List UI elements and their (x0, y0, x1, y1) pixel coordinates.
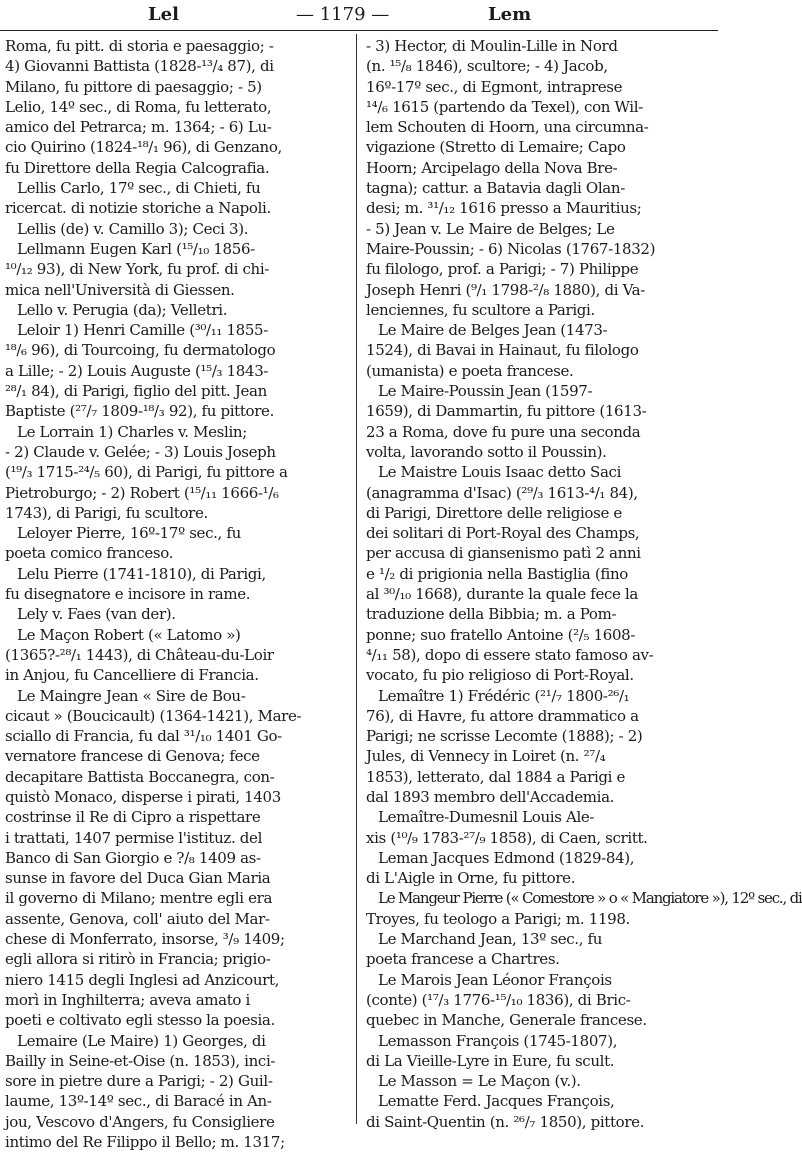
entry-text-line: e ¹/₂ di prigionia nella Bastiglia (fino (366, 564, 628, 583)
entry-text-line: 1524), di Bavai in Hainaut, fu filologo (366, 341, 639, 360)
entry-headword-line: Le Maistre Louis Isaac detto Saci (378, 463, 622, 482)
entry-headword-line: Lello v. Perugia (da); Velletri. (17, 300, 228, 319)
entry-text-line: poeta comico franceso. (5, 544, 174, 563)
entry-text-line: di L'Aigle in Orne, fu pittore. (366, 869, 576, 888)
entry-text-line: jou, Vescovo d'Angers, fu Consigliere (5, 1112, 275, 1131)
entry-text-line: ¹⁴/₆ 1615 (partendo da Texel), con Wil- (366, 97, 643, 116)
entry-text-line: decapitare Battista Boccanegra, con- (5, 767, 275, 786)
entry-text-line: quebec in Manche, Generale francese. (366, 1011, 647, 1030)
entry-text-line: per accusa di giansenismo patì 2 anni (366, 544, 641, 563)
entry-headword-line: Leloyer Pierre, 16º-17º sec., fu (17, 524, 241, 543)
entry-headword-line: Le Masson = Le Maçon (v.). (378, 1072, 581, 1091)
header-right-guide-word: Lem (488, 4, 532, 25)
entry-text-line: Maire-Poussin; - 6) Nicolas (1767-1832) (366, 239, 656, 258)
entry-text-line: desi; m. ³¹/₁₂ 1616 presso a Mauritius; (366, 199, 642, 218)
entry-text-line: (conte) (¹⁷/₃ 1776-¹⁵/₁₀ 1836), di Bric- (366, 990, 631, 1009)
entry-headword-line: Le Marchand Jean, 13º sec., fu (378, 930, 603, 949)
entry-text-line: ¹⁰/₁₂ 93), di New York, fu prof. di chi- (5, 260, 269, 279)
entry-text-line: (1365?-²⁸/₁ 1443), di Château-du-Loir (5, 645, 274, 664)
entry-text-line: laume, 13º-14º sec., di Baracé in An- (5, 1092, 272, 1111)
entry-text-line: vocato, fu pio religioso di Port-Royal. (366, 666, 634, 685)
entry-text-line: 1853), letterato, dal 1884 a Parigi e (366, 767, 626, 786)
entry-text-line: egli allora si ritirò in Francia; prigio- (5, 950, 271, 969)
entry-headword-line: Lemaître-Dumesnil Louis Ale- (378, 808, 595, 827)
entry-text-line: lenciennes, fu scultore a Parigi. (366, 300, 595, 319)
entry-text-line: Lelio, 14º sec., di Roma, fu letterato, (5, 97, 272, 116)
entry-text-line: costrinse il Re di Cipro a rispettare (5, 808, 261, 827)
entry-headword-line: Lellmann Eugen Karl (¹⁵/₁₀ 1856- (17, 239, 255, 258)
entry-headword-line: Lellis Carlo, 17º sec., di Chieti, fu (17, 179, 261, 198)
entry-text-line: fu filologo, prof. a Parigi; - 7) Philippe (366, 260, 639, 279)
entry-text-line: ²⁸/₁ 84), di Parigi, figlio del pitt. Jean (5, 382, 267, 401)
entry-text-line: (¹⁹/₃ 1715-²⁴/₅ 60), di Parigi, fu pittore a (5, 463, 288, 482)
entry-headword-line: Lemaître 1) Frédéric (²¹/₇ 1800-²⁶/₁ (378, 686, 630, 705)
entry-text-line: Banco di San Giorgio e ?/₈ 1409 as- (5, 848, 261, 867)
entry-text-line: chese di Monferrato, insorse, ³/₉ 1409; (5, 930, 285, 949)
entry-headword-line: Lematte Ferd. Jacques François, (378, 1092, 615, 1111)
entry-text-line: fu Direttore della Regia Calcografia. (5, 158, 270, 177)
entry-text-line: - 5) Jean v. Le Maire de Belges; Le (366, 219, 615, 238)
entry-text-line: fu disegnatore e incisore in rame. (5, 585, 251, 604)
entry-text-line: ⁴/₁₁ 58), dopo di essere stato famoso av- (366, 645, 654, 664)
entry-text-line: - 2) Claude v. Gelée; - 3) Louis Joseph (5, 442, 276, 461)
entry-text-line: 23 a Roma, dove fu pure una seconda (366, 422, 641, 441)
entry-headword-line: Lemaire (Le Maire) 1) Georges, di (17, 1031, 266, 1050)
entry-text-line: Baptiste (²⁷/₇ 1809-¹⁸/₃ 92), fu pittore. (5, 402, 274, 421)
entry-text-line: di Saint-Quentin (n. ²⁶/₇ 1850), pittore. (366, 1112, 645, 1131)
left-column (5, 36, 351, 1152)
entry-text-line: Bailly in Seine-et-Oise (n. 1853), inci- (5, 1051, 276, 1070)
entry-text-line: quistò Monaco, disperse i pirati, 1403 (5, 787, 281, 806)
entry-text-line: Milano, fu pittore di paesaggio; - 5) (5, 77, 262, 96)
entry-text-line: ¹⁸/₆ 96), di Tourcoing, fu dermatologo (5, 341, 276, 360)
right-column (366, 36, 802, 1132)
entry-headword-line: Lely v. Faes (van der). (17, 605, 176, 624)
entry-text-line: in Anjou, fu Cancelliere di Francia. (5, 666, 259, 685)
entry-text-line: cio Quirino (1824-¹⁸/₁ 96), di Genzano, (5, 138, 282, 157)
entry-text-line: 16º-17º sec., di Egmont, intraprese (366, 77, 623, 96)
entry-text-line: xis (¹⁰/₉ 1783-²⁷/₉ 1858), di Caen, scritt. (366, 828, 648, 847)
entry-text-line: assente, Genova, coll' aiuto del Mar- (5, 909, 270, 928)
entry-text-line: sore in pietre dure a Parigi; - 2) Guil- (5, 1072, 273, 1091)
entry-headword-line: Le Maçon Robert (« Latomo ») (17, 625, 241, 644)
entry-text-line: sciallo di Francia, fu dal ³¹/₁₀ 1401 Go- (5, 727, 282, 746)
entry-text-line: 4) Giovanni Battista (1828-¹³/₄ 87), di (5, 57, 274, 76)
entry-text-line: dal 1893 membro dell'Accademia. (366, 787, 615, 806)
entry-text-line: intimo del Re Filippo il Bello; m. 1317; (5, 1133, 285, 1152)
entry-text-line: Parigi; ne scrisse Lecomte (1888); - 2) (366, 727, 643, 746)
entry-headword-line: Leloir 1) Henri Camille (³⁰/₁₁ 1855- (17, 321, 268, 340)
entry-text-line: dei solitari di Port-Royal des Champs, (366, 524, 640, 543)
entry-text-line: Hoorn; Arcipelago della Nova Bre- (366, 158, 618, 177)
entry-headword-line: Lellis (de) v. Camillo 3); Ceci 3). (17, 219, 249, 238)
entry-text-line: Joseph Henri (⁹/₁ 1798-²/₈ 1880), di Va- (366, 280, 645, 299)
entry-text-line: niero 1415 degli Inglesi ad Anzicourt, (5, 970, 280, 989)
page-number: — 1179 — (296, 4, 390, 25)
entry-text-line: di Parigi, Direttore delle religiose e (366, 503, 622, 522)
header-left-guide-word: Lel (148, 4, 179, 25)
entry-text-line: (anagramma d'Isac) (²⁹/₃ 1613-⁴/₁ 84), (366, 483, 638, 502)
entry-text-line: vernatore francese di Genova; fece (5, 747, 260, 766)
entry-headword-line: Le Mangeur Pierre (« Comestore » o « Mangiatore »), 12º sec., di (378, 889, 802, 908)
entry-text-line: mica nell'Università di Giessen. (5, 280, 235, 299)
entry-text-line: Pietroburgo; - 2) Robert (¹⁵/₁₁ 1666-¹/₆ (5, 483, 279, 502)
entry-text-line: 1743), di Parigi, fu scultore. (5, 503, 208, 522)
entry-text-line: volta, lavorando sotto il Poussin). (366, 442, 607, 461)
entry-headword-line: Le Marois Jean Léonor François (378, 970, 612, 989)
entry-text-line: lem Schouten di Hoorn, una circumna- (366, 118, 649, 137)
entry-headword-line: Le Maingre Jean « Sire de Bou- (17, 686, 246, 705)
entry-text-line: sunse in favore del Duca Gian Maria (5, 869, 271, 888)
entry-text-line: - 3) Hector, di Moulin-Lille in Nord (366, 37, 618, 55)
entry-text-line: morì in Inghilterra; aveva amato i (5, 990, 250, 1009)
entry-text-line: (umanista) e poeta francese. (366, 361, 574, 380)
entry-text-line: i trattati, 1407 permise l'istituz. del (5, 828, 263, 847)
entry-text-line: 1659), di Dammartin, fu pittore (1613- (366, 402, 647, 421)
entry-text-line: vigazione (Stretto di Lemaire; Capo (366, 138, 626, 157)
entry-text-line: poeti e coltivato egli stesso la poesia. (5, 1011, 275, 1030)
entry-text-line: (n. ¹⁵/₈ 1846), scultore; - 4) Jacob, (366, 57, 608, 76)
entry-text-line: Jules, di Vennecy in Loiret (n. ²⁷/₄ (366, 747, 606, 766)
entry-headword-line: Lemasson François (1745-1807), (378, 1031, 618, 1050)
entry-headword-line: Le Maire de Belges Jean (1473- (378, 321, 608, 340)
entry-text-line: tagna); cattur. a Batavia dagli Olan- (366, 179, 625, 198)
entry-text-line: al ³⁰/₁₀ 1668), durante la quale fece la (366, 585, 639, 604)
entry-headword-line: Lelu Pierre (1741-1810), di Parigi, (17, 564, 266, 583)
page-header (0, 0, 718, 31)
entry-text-line: poeta francese a Chartres. (366, 950, 560, 969)
entry-headword-line: Le Maire-Poussin Jean (1597- (378, 382, 593, 401)
entry-text-line: traduzione della Bibbia; m. a Pom- (366, 605, 617, 624)
entry-text-line: 76), di Havre, fu attore drammatico a (366, 706, 639, 725)
entry-text-line: Troyes, fu teologo a Parigi; m. 1198. (366, 909, 630, 928)
entry-text-line: a Lille; - 2) Louis Auguste (¹⁵/₃ 1843- (5, 361, 269, 380)
entry-headword-line: Le Lorrain 1) Charles v. Meslin; (17, 422, 247, 441)
entry-text-line: di La Vieille-Lyre in Eure, fu scult. (366, 1051, 615, 1070)
entry-headword-line: Leman Jacques Edmond (1829-84), (378, 848, 635, 867)
entry-text-line: ricercat. di notizie storiche a Napoli. (5, 199, 271, 218)
entry-text-line: Roma, fu pitt. di storia e paesaggio; - (5, 37, 274, 55)
entry-text-line: cicaut » (Boucicault) (1364-1421), Mare- (5, 706, 302, 725)
column-divider (356, 34, 357, 1124)
entry-text-line: ponne; suo fratello Antoine (²/₅ 1608- (366, 625, 636, 644)
entry-text-line: amico del Petrarca; m. 1364; - 6) Lu- (5, 118, 272, 137)
entry-text-line: il governo di Milano; mentre egli era (5, 889, 273, 908)
